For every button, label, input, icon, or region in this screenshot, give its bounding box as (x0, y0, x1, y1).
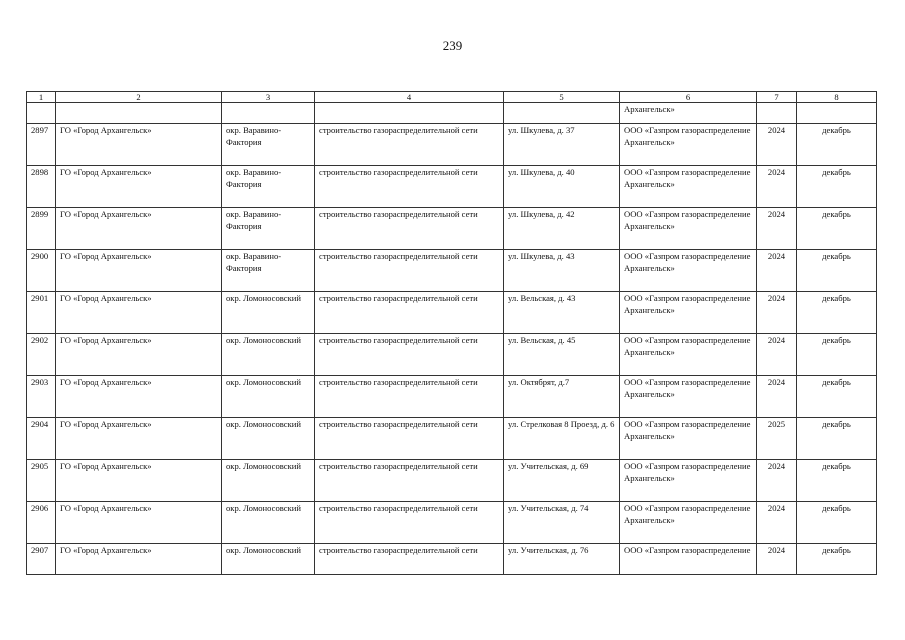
row-number: 2906 (27, 502, 56, 544)
cell (315, 103, 504, 124)
work-type-cell: строительство газораспределительной сети (315, 334, 504, 376)
month-cell: декабрь (797, 334, 877, 376)
year-cell: 2024 (757, 334, 797, 376)
municipality-cell: ГО «Город Архангельск» (56, 124, 222, 166)
year-cell: 2024 (757, 250, 797, 292)
organization-cell: ООО «Газпром газораспределение Архангельск» (620, 124, 757, 166)
organization-cell: ООО «Газпром газораспределение Архангельск» (620, 166, 757, 208)
table-row (27, 292, 877, 334)
page-number: 239 (442, 38, 463, 53)
organization-cell: ООО «Газпром газораспределение Архангельск» (620, 292, 757, 334)
municipality-cell: ГО «Город Архангельск» (56, 208, 222, 250)
table-row (27, 334, 877, 376)
work-type-cell: строительство газораспределительной сети (315, 208, 504, 250)
year-cell: 2024 (757, 124, 797, 166)
month-cell: декабрь (797, 166, 877, 208)
work-type-cell: строительство газораспределительной сети (315, 376, 504, 418)
column-header: 7 (757, 92, 797, 103)
district-cell: окр. Ломоносовский (222, 544, 315, 575)
cell (27, 103, 56, 124)
column-header: 3 (222, 92, 315, 103)
work-type-cell: строительство газораспределительной сети (315, 544, 504, 575)
column-header: 4 (315, 92, 504, 103)
address-cell: ул. Учительская, д. 76 (504, 544, 620, 575)
work-type-cell: строительство газораспределительной сети (315, 166, 504, 208)
address-cell: ул. Вельская, д. 45 (504, 334, 620, 376)
address-cell: ул. Стрелковая 8 Проезд, д. 6 (504, 418, 620, 460)
municipality-cell: ГО «Город Архангельск» (56, 250, 222, 292)
month-cell: декабрь (797, 250, 877, 292)
organization-cell: ООО «Газпром газораспределение Архангельск» (620, 376, 757, 418)
table-row (27, 418, 877, 460)
organization-cell: ООО «Газпром газораспределение Архангельск» (620, 208, 757, 250)
address-cell: ул. Шкулева, д. 40 (504, 166, 620, 208)
district-cell: окр. Варавино-Фактория (222, 124, 315, 166)
municipality-cell: ГО «Город Архангельск» (56, 292, 222, 334)
address-cell: ул. Шкулева, д. 42 (504, 208, 620, 250)
month-cell: декабрь (797, 124, 877, 166)
year-cell: 2024 (757, 460, 797, 502)
municipality-cell: ГО «Город Архангельск» (56, 502, 222, 544)
table-row (27, 208, 877, 250)
organization-cell: ООО «Газпром газораспределение Архангельск» (620, 334, 757, 376)
continuation-text: Архангельск» (620, 103, 757, 124)
municipality-cell: ГО «Город Архангельск» (56, 544, 222, 575)
organization-cell: ООО «Газпром газораспределение Архангельск» (620, 250, 757, 292)
column-number-row (27, 92, 877, 103)
municipality-cell: ГО «Город Архангельск» (56, 418, 222, 460)
address-cell: ул. Учительская, д. 74 (504, 502, 620, 544)
district-cell: окр. Ломоносовский (222, 334, 315, 376)
work-type-cell: строительство газораспределительной сети (315, 460, 504, 502)
row-number: 2904 (27, 418, 56, 460)
year-cell: 2024 (757, 166, 797, 208)
cell (757, 103, 797, 124)
work-type-cell: строительство газораспределительной сети (315, 292, 504, 334)
year-cell: 2025 (757, 418, 797, 460)
month-cell: декабрь (797, 418, 877, 460)
year-cell: 2024 (757, 208, 797, 250)
work-type-cell: строительство газораспределительной сети (315, 124, 504, 166)
address-cell: ул. Шкулева, д. 37 (504, 124, 620, 166)
cell (222, 103, 315, 124)
month-cell: декабрь (797, 544, 877, 575)
table-row (27, 376, 877, 418)
month-cell: декабрь (797, 292, 877, 334)
row-number: 2897 (27, 124, 56, 166)
district-cell: окр. Ломоносовский (222, 376, 315, 418)
year-cell: 2024 (757, 502, 797, 544)
municipality-cell: ГО «Город Архангельск» (56, 166, 222, 208)
table-row (27, 502, 877, 544)
row-number: 2901 (27, 292, 56, 334)
row-number: 2900 (27, 250, 56, 292)
municipality-cell: ГО «Город Архангельск» (56, 376, 222, 418)
district-cell: окр. Ломоносовский (222, 460, 315, 502)
work-type-cell: строительство газораспределительной сети (315, 250, 504, 292)
month-cell: декабрь (797, 502, 877, 544)
work-type-cell: строительство газораспределительной сети (315, 502, 504, 544)
column-header: 5 (504, 92, 620, 103)
organization-cell: ООО «Газпром газораспределение Архангельск» (620, 460, 757, 502)
column-header: 6 (620, 92, 757, 103)
year-cell: 2024 (757, 292, 797, 334)
year-cell: 2024 (757, 376, 797, 418)
row-number: 2902 (27, 334, 56, 376)
district-cell: окр. Ломоносовский (222, 502, 315, 544)
data-table (26, 91, 877, 575)
table-row (27, 166, 877, 208)
organization-cell: ООО «Газпром газораспределение Архангельск» (620, 418, 757, 460)
cell (797, 103, 877, 124)
table-row (27, 124, 877, 166)
row-number: 2903 (27, 376, 56, 418)
month-cell: декабрь (797, 460, 877, 502)
table-row (27, 460, 877, 502)
table-row (27, 544, 877, 575)
table-row (27, 250, 877, 292)
organization-cell: ООО «Газпром газораспределение Архангельск» (620, 502, 757, 544)
column-header: 1 (27, 92, 56, 103)
month-cell: декабрь (797, 208, 877, 250)
cell (56, 103, 222, 124)
district-cell: окр. Ломоносовский (222, 292, 315, 334)
column-header: 2 (56, 92, 222, 103)
work-type-cell: строительство газораспределительной сети (315, 418, 504, 460)
column-header: 8 (797, 92, 877, 103)
address-cell: ул. Октябрят, д.7 (504, 376, 620, 418)
district-cell: окр. Варавино-Фактория (222, 250, 315, 292)
district-cell: окр. Варавино-Фактория (222, 208, 315, 250)
continuation-row (27, 103, 877, 124)
district-cell: окр. Варавино-Фактория (222, 166, 315, 208)
month-cell: декабрь (797, 376, 877, 418)
address-cell: ул. Шкулева, д. 43 (504, 250, 620, 292)
address-cell: ул. Вельская, д. 43 (504, 292, 620, 334)
row-number: 2898 (27, 166, 56, 208)
cell (504, 103, 620, 124)
year-cell: 2024 (757, 544, 797, 575)
row-number: 2907 (27, 544, 56, 575)
row-number: 2905 (27, 460, 56, 502)
row-number: 2899 (27, 208, 56, 250)
municipality-cell: ГО «Город Архангельск» (56, 334, 222, 376)
district-cell: окр. Ломоносовский (222, 418, 315, 460)
organization-cell: ООО «Газпром газораспределение (620, 544, 757, 575)
address-cell: ул. Учительская, д. 69 (504, 460, 620, 502)
municipality-cell: ГО «Город Архангельск» (56, 460, 222, 502)
